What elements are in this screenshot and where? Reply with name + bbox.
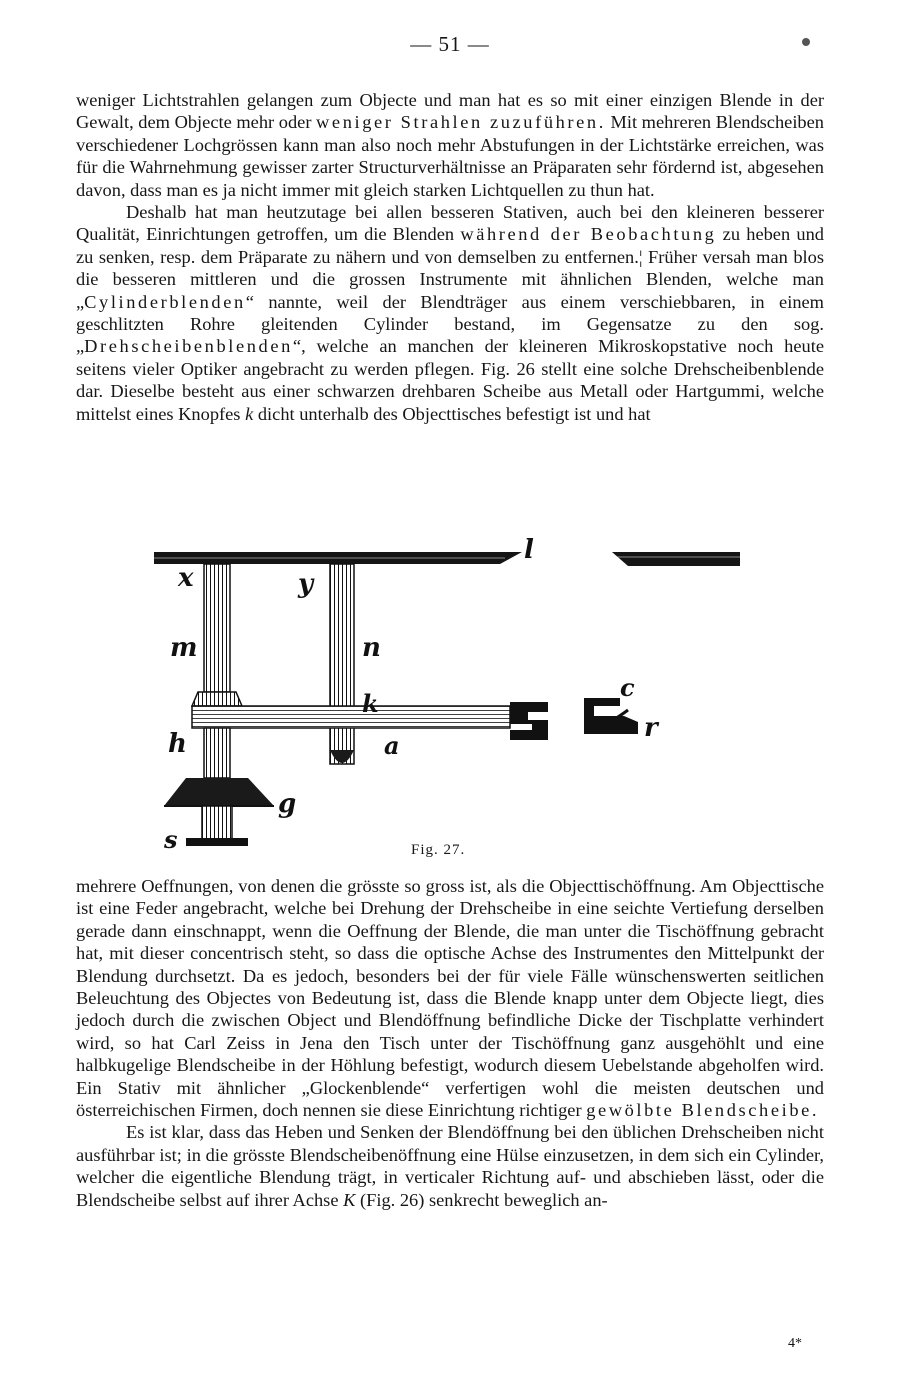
figure-27-drawing	[150, 530, 750, 860]
paragraph-3-part-3: .	[811, 1100, 817, 1121]
paragraph-4	[76, 1121, 824, 1211]
paragraph-4-part-3: (Fig. 26) senkrecht beweglich an-	[355, 1189, 608, 1210]
paragraph-1-part-3: Mit mehreren Blendscheiben verschiedener Lochgrössen kann man also noch mehr Abstufungen in der Lichtstärke erreichen, was für die Wahrnehmung gewisser zarter Structurverhältnisse an Präparaten sehr fördernd ist, abgesehen davon, dass man es ja nicht immer mit gleich starken Lichtquellen zu thun hat.	[76, 112, 824, 200]
paragraph-4-italic-K: K	[343, 1189, 356, 1210]
paragraph-1	[76, 89, 824, 201]
paragraph-2-part-7: “, welche an manchen der kleineren Mikroskopstative noch heute seitens vieler Optiker angebracht zu werden pflegen. Fig. 26 stellt eine solche Drehscheibenblende dar. Dieselbe besteht aus einer schwarzen drehbaren Scheibe aus Metall oder Hartgummi, welche mittelst eines Knopfes	[76, 336, 824, 424]
figure-caption: Fig. 27.	[411, 842, 466, 858]
label-c: c	[620, 673, 635, 702]
text-block-top	[76, 89, 824, 425]
label-r: r	[644, 713, 658, 743]
right-stage-bar	[612, 552, 740, 566]
paragraph-4-part-1: Es ist klar, dass das Heben und Senken der Blendöffnung bei den üblichen Drehscheiben nicht ausführbar ist; in die grösste Blendscheibenöffnung eine Hülse einzusetzen, in dem sich ein Cylinder, welcher die eigentliche Blendung trägt, in verticaler Richtung auf- und abschieben lässt, oder die Blendscheibe selbst auf ihrer Achse	[76, 1122, 824, 1210]
cone-g	[164, 778, 274, 806]
paragraph-1-spaced-1: weniger Strahlen zuzuführen.	[316, 112, 606, 133]
paragraph-3	[76, 875, 824, 1121]
paragraph-2	[76, 201, 824, 425]
label-m: m	[170, 633, 198, 663]
signature-mark: 4*	[788, 1336, 802, 1351]
label-k: k	[362, 689, 379, 718]
paragraph-3-part-1: mehrere Oeffnungen, von denen die grösste so gross ist, als die Objecttischöffnung. Am Objecttische ist eine Feder angebracht, welche bei Drehung der Drehscheibe in eine seichte Vertiefung derselben gerade dann einschnappt, wenn die Oeffnung der Blende, die man unter die Tischöffnung gebracht hat, mit dieser concentrisch steht, so dass die optische Achse des Instrumentes den Mittelpunkt der Blendung durchsetzt. Da es jedoch, besonders bei der für viele Fälle wünschenswerten seitlichen Beleuchtung des Objectes von Bedeutung ist, dass die Blende knapp unter dem Objecte liegt, dies jedoch durch die zwischen Object und Blendöffnung befindliche Dicke der Tischplatte verhindert wird, so hat Carl Zeiss in Jena den Tisch unter der Tischöffnung ganz ausgehöhlt und eine halbkugelige Blendscheibe in der Höhlung befestigt, wodurch diesem Uebelstande abgeholfen wird. Ein Stativ mit ähnlicher „Glockenblende“ verfertigen wohl die meisten deutschen und österreichischen Firmen, doch nennen sie diese Einrichtung richtiger	[76, 876, 824, 1121]
label-x: x	[178, 563, 194, 593]
corner-dot	[802, 38, 810, 46]
label-y: y	[298, 569, 314, 599]
figure-27	[150, 530, 750, 860]
paragraph-2-spaced-2: Cylinderblenden	[84, 291, 246, 312]
label-s: s	[164, 825, 178, 854]
column-n	[330, 564, 354, 764]
label-a: a	[384, 731, 400, 760]
screw-s	[202, 806, 232, 840]
label-l: l	[524, 535, 534, 565]
paragraph-2-italic-k: k	[245, 403, 254, 424]
paragraph-2-part-9: dicht unterhalb des Objecttisches befestigt ist und hat	[253, 403, 651, 424]
text-block-bottom	[76, 875, 824, 1211]
paragraph-3-spaced-1: gewölbte Blendscheibe	[586, 1100, 812, 1121]
label-g: g	[278, 789, 297, 819]
spring-clip	[510, 702, 548, 740]
horizontal-arm	[192, 706, 510, 728]
paragraph-2-part-5: “ nannte, weil der Blendträger aus einem verschiebbaren, in einem geschlitzten Rohre gleitenden Cylinder bestand, im Gegensatze zu den sog. „	[76, 291, 824, 357]
piece-r	[584, 698, 638, 734]
label-n: n	[362, 633, 381, 663]
paragraph-2-part-1: Deshalb hat man heutzutage bei allen besseren Stativen, auch bei den kleineren besserer Qualität, Einrichtungen getroffen, um die Blenden	[76, 202, 824, 245]
paragraph-2-spaced-3: Drehscheibenblenden	[84, 336, 293, 357]
paragraph-2-spaced-1: während der Beobachtung	[460, 224, 717, 245]
paragraph-2-part-3: zu heben und zu senken, resp. dem Präparate zu nähern und von demselben zu entfernen.¦ Früher versah man blos die besseren mittleren und die grossen Instrumente mit ähnlichen Blenden, welche man „	[76, 224, 824, 312]
column-m	[204, 564, 230, 692]
paragraph-1-part-1: weniger Lichtstrahlen gelangen zum Objecte und man hat es so mit einer einzigen Blende in der Gewalt, dem Objecte mehr oder	[76, 90, 824, 133]
page-number: — 51 —	[410, 32, 490, 56]
label-h: h	[168, 729, 187, 759]
